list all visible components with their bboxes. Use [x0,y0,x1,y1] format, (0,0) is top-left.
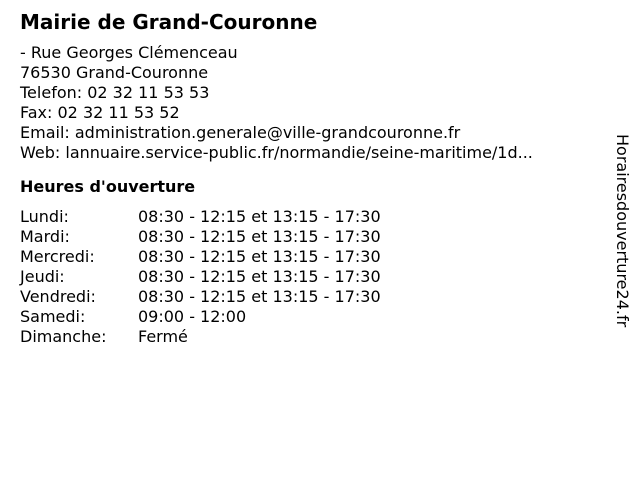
hours-title: Heures d'ouverture [20,177,196,196]
time-value: 08:30 - 12:15 et 13:15 - 17:30 [138,267,381,286]
phone-line [20,83,600,103]
day-label: Vendredi: [20,287,96,306]
day-label: Jeudi: [20,267,65,286]
day-label: Samedi: [20,307,86,326]
email-link[interactable]: administration.generale@ville-grandcouronne.fr [74,123,461,142]
day-label: Mercredi: [20,247,95,266]
page-title: Mairie de Grand-Couronne [20,10,318,34]
web-link[interactable]: lannuaire.service-public.fr/normandie/seine-maritime/1d... [65,143,533,162]
email-label: Email: [20,123,70,142]
hours-row-monday [20,207,600,227]
web-line [20,143,600,163]
fax-label: Fax: [20,103,53,122]
fax-line [20,103,600,123]
time-value: 08:30 - 12:15 et 13:15 - 17:30 [138,207,381,226]
business-card [20,9,600,347]
day-label: Mardi: [20,227,70,246]
time-value: 08:30 - 12:15 et 13:15 - 17:30 [138,247,381,266]
hours-row-tuesday [20,227,600,247]
hours-row-friday [20,287,600,307]
site-watermark: Horairesdouverture24.fr [613,134,632,328]
hours-row-wednesday [20,247,600,267]
time-value: Fermé [138,327,188,346]
web-label: Web: [20,143,61,162]
fax-number: 02 32 11 53 52 [57,103,180,122]
address-street: - Rue Georges Clémenceau [20,43,238,62]
hours-row-sunday [20,327,600,347]
phone-label: Telefon: [20,83,83,102]
hours-table [20,207,600,347]
address-city: 76530 Grand-Couronne [20,63,209,82]
time-value: 09:00 - 12:00 [138,307,247,326]
time-value: 08:30 - 12:15 et 13:15 - 17:30 [138,287,381,306]
day-label: Dimanche: [20,327,107,346]
hours-row-saturday [20,307,600,327]
day-label: Lundi: [20,207,69,226]
time-value: 08:30 - 12:15 et 13:15 - 17:30 [138,227,381,246]
hours-row-thursday [20,267,600,287]
phone-number[interactable]: 02 32 11 53 53 [87,83,210,102]
email-line [20,123,600,143]
